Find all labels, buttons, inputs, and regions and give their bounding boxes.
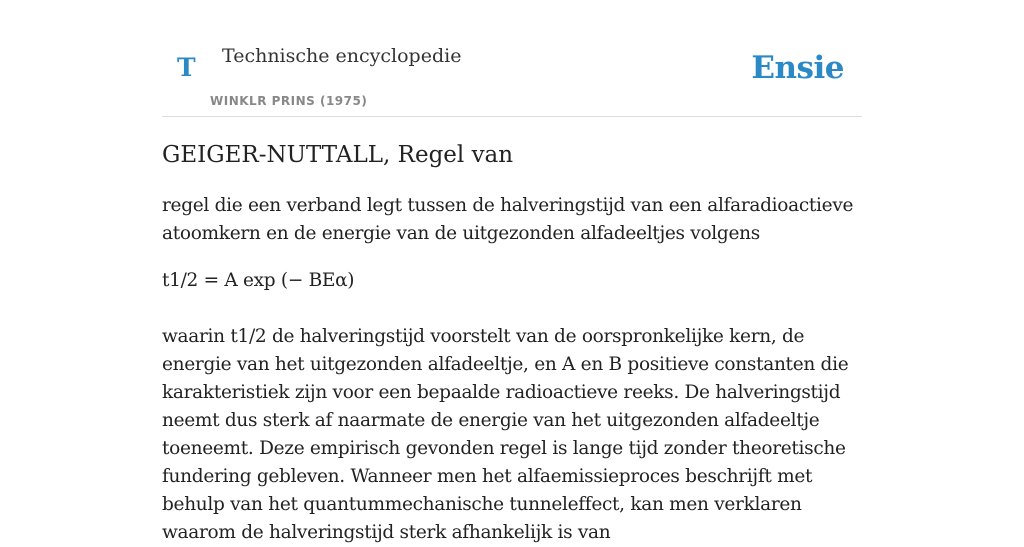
brand-logo-link[interactable]: Ensie: [751, 50, 844, 86]
article: [162, 140, 862, 547]
article-intro: regel die een verband legt tussen de halveringstijd van een alfaradioactieve atoomkern en de energie van de uitgezonden alfadeeltjes volgens: [162, 195, 854, 244]
article-formula: t1/2 = A exp (− BEα): [162, 270, 355, 291]
source-label: WINKLR PRINS (1975): [210, 94, 368, 108]
site-header: [162, 0, 862, 117]
encyclopedia-logo[interactable]: T: [177, 53, 196, 82]
article-body: waarin t1/2 de halveringstijd voorstelt van de oorspronkelijke kern, de energie van het uitgezonden alfadeeltje, en A en B positieve constanten die karakteristiek zijn voor een bepaalde radioactieve reeks. De halveringstijd neemt dus sterk af naarmate de energie van het uitgezonden alfadeeltje toeneemt. Deze empirisch gevonden regel is lange tijd zonder theoretische fundering gebleven. Wanneer men het alfaemissieproces beschrijft met behulp van het quantummechanische tunneleffect, kan men verklaren waarom de halveringstijd sterk afhankelijk is van: [162, 326, 849, 543]
encyclopedia-title-link[interactable]: Technische encyclopedie: [222, 45, 462, 67]
article-title: GEIGER-NUTTALL, Regel van: [162, 142, 514, 168]
